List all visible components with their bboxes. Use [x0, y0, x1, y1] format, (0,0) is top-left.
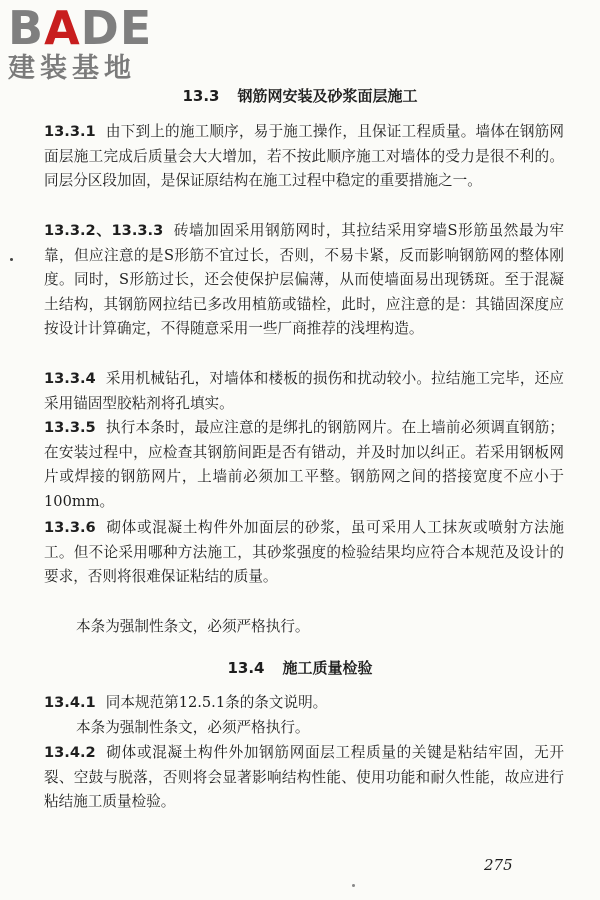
logo-wordmark: BADE: [8, 1, 153, 55]
scan-speck: [10, 258, 13, 261]
clause-13-3-1: 13.3.1 由下到上的施工顺序，易于施工操作，且保证工程质量。墙体在钢筋网面层施工完成后质量会大大增加，若不按此顺序施工对墙体的受力是很不利的。同层分区段加固，是保证原结构在施工过程中稳定的重要措施之一。: [44, 123, 564, 190]
clause-13-4-2: 13.4.2 砌体或混凝土构件外加钢筋网面层工程质量的关键是粘结牢固，无开裂、空鼓与脱落，否则将会显著影响结构性能、使用功能和耐久性能，故应进行粘结施工质量检验。: [44, 744, 564, 811]
clause-13-3-5: 13.3.5 执行本条时，最应注意的是绑扎的钢筋网片。在上墙前必须调直钢筋；在安装过程中，应检查其钢筋间距是否有错动，并及时加以纠正。若采用钢板网片或焊接的钢筋网片，上墙前必须加工平整。钢筋网之间的搭接宽度不应小于100mm。: [44, 419, 564, 510]
clause-13-3-4: 13.3.4 采用机械钻孔，对墙体和楼板的损伤和扰动较小。拉结施工完毕，还应采用锚固型胶粘剂将孔填实。: [44, 370, 564, 412]
mandatory-note-13-4-1: 本条为强制性条文，必须严格执行。: [76, 719, 310, 736]
section-heading-13-3: 13.3 钢筋网安装及砂浆面层施工: [182, 87, 418, 105]
clause-13-4-1: 13.4.1 同本规范第12.5.1条的条文说明。: [44, 694, 328, 711]
clause-13-3-6: 13.3.6 砌体或混凝土构件外加面层的砂浆，虽可采用人工抹灰或喷射方法施工。但不论采用哪种方法施工，其砂浆强度的检验结果均应符合本规范及设计的要求，否则将很难保证粘结的质量。: [44, 519, 564, 586]
section-heading-13-4: 13.4 施工质量检验: [227, 659, 373, 677]
clause-13-3-2-13-3-3: 13.3.2、13.3.3 砖墙加固采用钢筋网时，其拉结采用穿墙S形筋虽然最为牢靠，但应注意的是S形筋不宜过长，否则，不易卡紧，反而影响钢筋网的整体刚度。同时，S形筋过长，还会使保护层偏薄，从而使墙面易出现锈斑。至于混凝土结构，其钢筋网拉结已多改用植筋或锚栓，此时，应注意的是：其锚固深度应按设计计算确定，不得随意采用一些厂商推荐的浅埋构造。: [44, 222, 564, 338]
page-number: 275: [484, 856, 513, 874]
scan-speck: [352, 884, 355, 887]
bade-logo: [8, 1, 178, 84]
mandatory-note-13-3-6: 本条为强制性条文，必须严格执行。: [76, 618, 310, 635]
logo-subtitle: 建装基地: [8, 53, 136, 84]
